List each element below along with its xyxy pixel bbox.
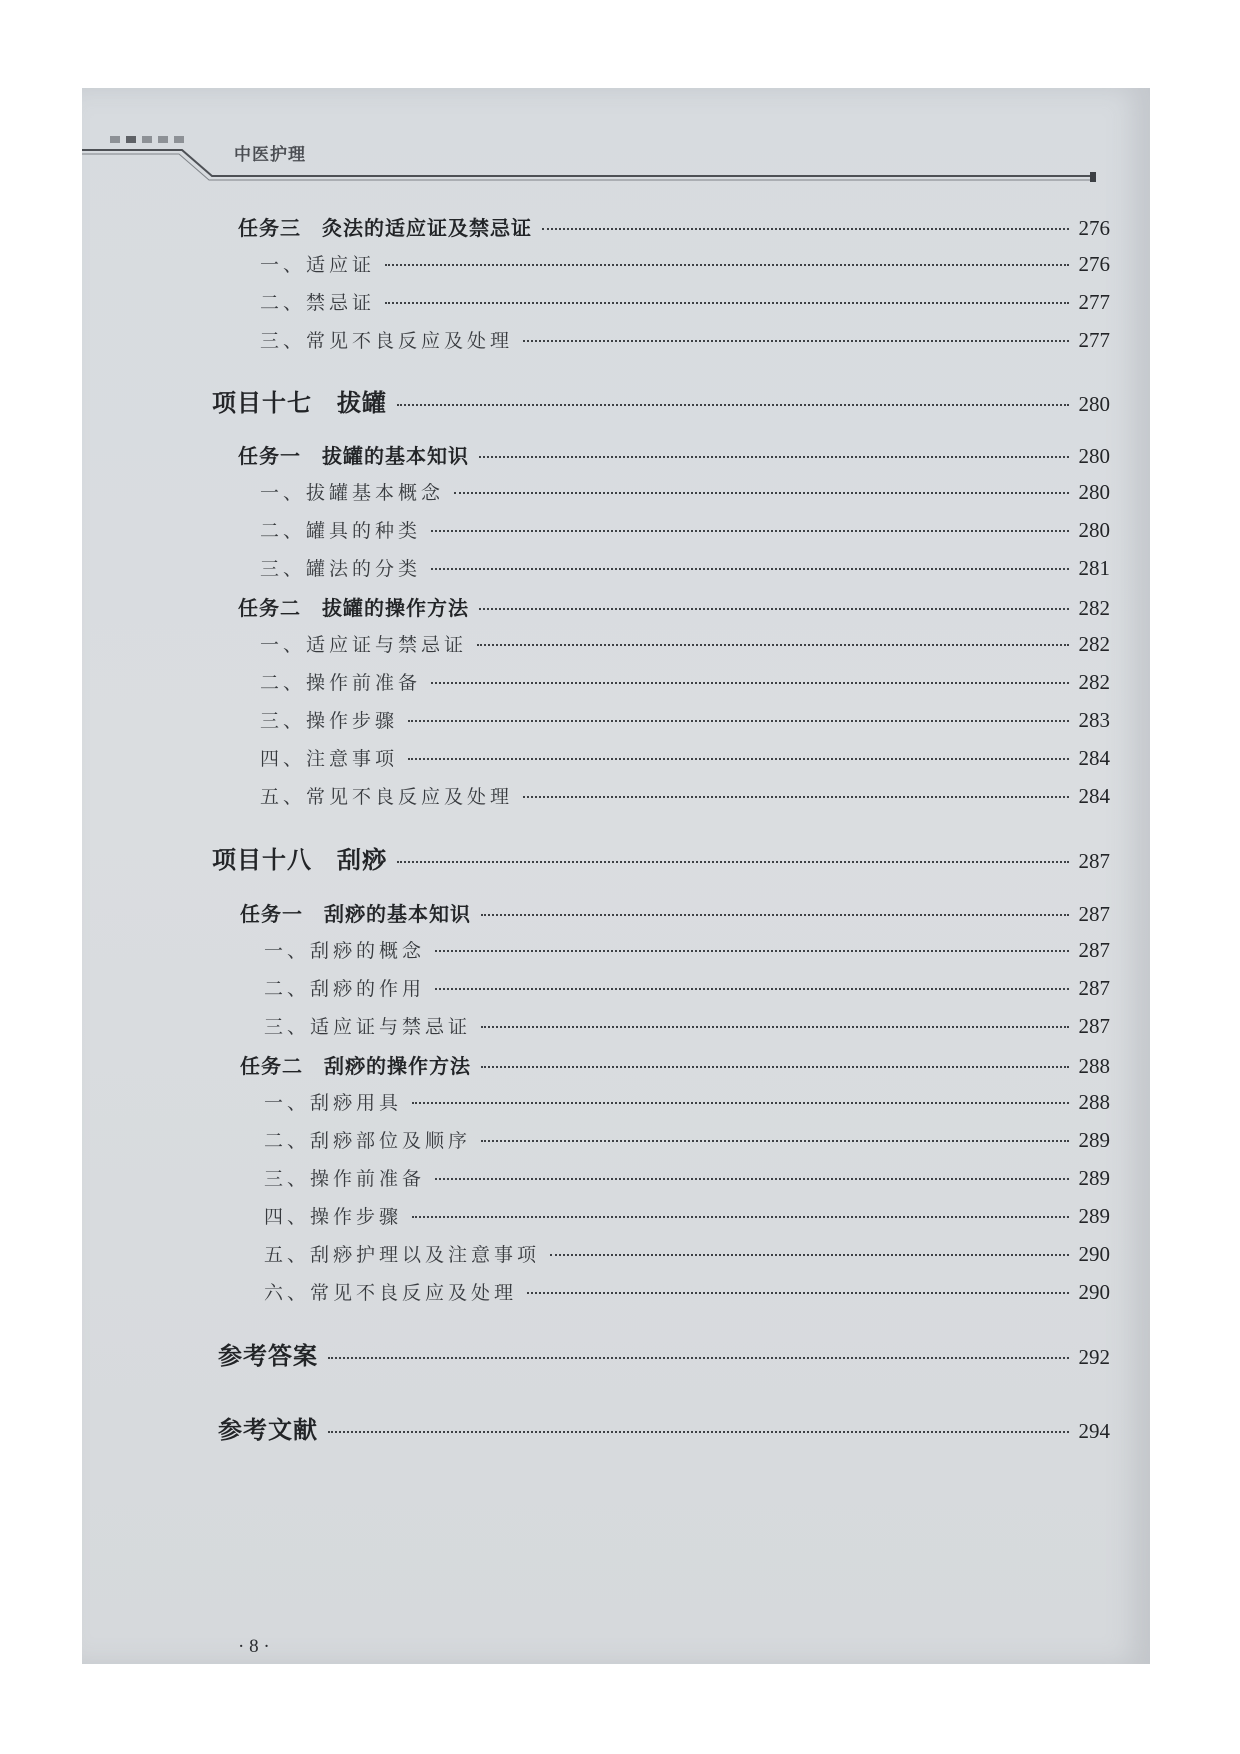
toc-entry-page: 283: [1078, 708, 1110, 732]
toc-entry-label: 三、常见不良反应及处理: [260, 330, 514, 352]
toc-entry-page: 289: [1078, 1204, 1110, 1228]
toc-entry[interactable]: [260, 516, 1110, 543]
leader-dots: [408, 758, 1068, 760]
toc-entry-label: 三、操作步骤: [260, 710, 399, 732]
toc-entry[interactable]: [264, 974, 1110, 1001]
toc-entry[interactable]: [260, 326, 1110, 353]
toc-entry-label: 四、注意事项: [260, 748, 399, 770]
running-header-title: 中医护理: [234, 145, 306, 165]
toc-entry-page: 287: [1078, 976, 1110, 1000]
leader-dots: [408, 720, 1068, 722]
toc-entry-page: 280: [1078, 444, 1110, 468]
toc-entry-label: 项目十八 刮痧: [212, 845, 387, 874]
toc-entry[interactable]: [212, 840, 1110, 875]
toc-entry[interactable]: [264, 1202, 1110, 1229]
toc-entry-label: 二、刮痧的作用: [264, 978, 426, 1000]
toc-entry[interactable]: [240, 898, 1110, 927]
toc-entry[interactable]: [238, 212, 1110, 241]
book-page: [82, 88, 1150, 1664]
toc-entry[interactable]: [264, 1126, 1110, 1153]
leader-dots: [397, 404, 1069, 406]
toc-entry-page: 280: [1078, 392, 1110, 416]
leader-dots: [431, 682, 1068, 684]
toc-entry-page: 284: [1078, 784, 1110, 808]
toc-entry-page: 292: [1078, 1345, 1110, 1369]
leader-dots: [397, 861, 1069, 863]
toc-entry[interactable]: [264, 936, 1110, 963]
toc-entry-page: 281: [1078, 556, 1110, 580]
toc-entry[interactable]: [240, 1050, 1110, 1079]
leader-dots: [479, 608, 1069, 610]
leader-dots: [385, 302, 1068, 304]
leader-dots: [454, 492, 1068, 494]
toc-entry-label: 二、操作前准备: [260, 672, 422, 694]
toc-entry[interactable]: [260, 744, 1110, 771]
leader-dots: [523, 796, 1068, 798]
toc-entry[interactable]: [264, 1088, 1110, 1115]
toc-entry[interactable]: [260, 478, 1110, 505]
toc-entry-page: 288: [1078, 1054, 1110, 1078]
leader-dots: [431, 530, 1068, 532]
toc-entry-label: 二、罐具的种类: [260, 520, 422, 542]
toc-entry-label: 六、常见不良反应及处理: [264, 1282, 518, 1304]
toc-entry[interactable]: [260, 250, 1110, 277]
toc-entry[interactable]: [212, 383, 1110, 418]
toc-entry-label: 三、操作前准备: [264, 1168, 426, 1190]
toc-entry-label: 任务二 刮痧的操作方法: [240, 1054, 471, 1078]
toc-entry-label: 二、刮痧部位及顺序: [264, 1130, 472, 1152]
toc-entry-page: 276: [1078, 216, 1110, 240]
toc-entry-label: 一、刮痧的概念: [264, 940, 426, 962]
toc-entry[interactable]: [264, 1164, 1110, 1191]
leader-dots: [542, 228, 1069, 230]
toc-entry[interactable]: [260, 288, 1110, 315]
toc-entry-label: 三、适应证与禁忌证: [264, 1016, 472, 1038]
toc-entry-page: 294: [1078, 1419, 1110, 1443]
toc-entry-page: 282: [1078, 632, 1110, 656]
toc-entry-label: 一、刮痧用具: [264, 1092, 403, 1114]
leader-dots: [479, 456, 1069, 458]
toc-entry[interactable]: [260, 782, 1110, 809]
toc-entry-label: 三、罐法的分类: [260, 558, 422, 580]
toc-entry-label: 一、适应证与禁忌证: [260, 634, 468, 656]
toc-entry[interactable]: [264, 1240, 1110, 1267]
leader-dots: [435, 950, 1068, 952]
leader-dots: [435, 988, 1068, 990]
leader-dots: [385, 264, 1068, 266]
toc-entry-label: 任务二 拔罐的操作方法: [238, 596, 469, 620]
leader-dots: [412, 1216, 1068, 1218]
leader-dots: [477, 644, 1068, 646]
toc-entry-label: 一、拔罐基本概念: [260, 482, 445, 504]
toc-entry-label: 二、禁忌证: [260, 292, 376, 314]
toc-entry[interactable]: [264, 1278, 1110, 1305]
toc-entry-page: 277: [1078, 328, 1110, 352]
toc-entry[interactable]: [218, 1410, 1110, 1445]
toc-entry-label: 任务三 灸法的适应证及禁忌证: [238, 216, 532, 240]
leader-dots: [412, 1102, 1068, 1104]
toc-entry-label: 项目十七 拔罐: [212, 388, 387, 417]
toc-entry[interactable]: [238, 592, 1110, 621]
toc-entry-label: 任务一 刮痧的基本知识: [240, 902, 471, 926]
leader-dots: [481, 1140, 1068, 1142]
toc-entry-label: 任务一 拔罐的基本知识: [238, 444, 469, 468]
toc-entry[interactable]: [238, 440, 1110, 469]
page-number: · 8 ·: [238, 1636, 270, 1657]
toc-entry[interactable]: [260, 706, 1110, 733]
toc-entry[interactable]: [260, 554, 1110, 581]
toc-entry-label: 参考答案: [218, 1341, 318, 1370]
toc-entry[interactable]: [260, 630, 1110, 657]
toc-entry-page: 280: [1078, 518, 1110, 542]
toc-entry-page: 276: [1078, 252, 1110, 276]
toc-entry-page: 282: [1078, 670, 1110, 694]
toc-entry-label: 四、操作步骤: [264, 1206, 403, 1228]
toc-entry-page: 280: [1078, 480, 1110, 504]
leader-dots: [431, 568, 1068, 570]
leader-dots: [550, 1254, 1068, 1256]
toc-entry-label: 一、适应证: [260, 254, 376, 276]
leader-dots: [481, 914, 1069, 916]
toc-entry-page: 287: [1078, 1014, 1110, 1038]
toc-entry[interactable]: [264, 1012, 1110, 1039]
leader-dots: [481, 1066, 1069, 1068]
toc-entry-page: 282: [1078, 596, 1110, 620]
toc-entry-page: 287: [1078, 849, 1110, 873]
leader-dots: [328, 1357, 1069, 1359]
toc-entry-page: 288: [1078, 1090, 1110, 1114]
toc-entry-page: 289: [1078, 1166, 1110, 1190]
toc-entry-page: 290: [1078, 1242, 1110, 1266]
toc-entry-page: 289: [1078, 1128, 1110, 1152]
toc-entry-page: 284: [1078, 746, 1110, 770]
leader-dots: [527, 1292, 1068, 1294]
leader-dots: [481, 1026, 1068, 1028]
toc-entry-label: 五、常见不良反应及处理: [260, 786, 514, 808]
leader-dots: [523, 340, 1068, 342]
toc-entry[interactable]: [218, 1336, 1110, 1371]
toc-entry-page: 287: [1078, 902, 1110, 926]
leader-dots: [435, 1178, 1068, 1180]
toc-entry[interactable]: [260, 668, 1110, 695]
toc-entry-label: 五、刮痧护理以及注意事项: [264, 1244, 541, 1266]
leader-dots: [328, 1431, 1069, 1433]
toc-entry-page: 287: [1078, 938, 1110, 962]
toc-entry-page: 290: [1078, 1280, 1110, 1304]
table-of-contents: [82, 88, 1150, 1664]
toc-entry-label: 参考文献: [218, 1415, 318, 1444]
toc-entry-page: 277: [1078, 290, 1110, 314]
